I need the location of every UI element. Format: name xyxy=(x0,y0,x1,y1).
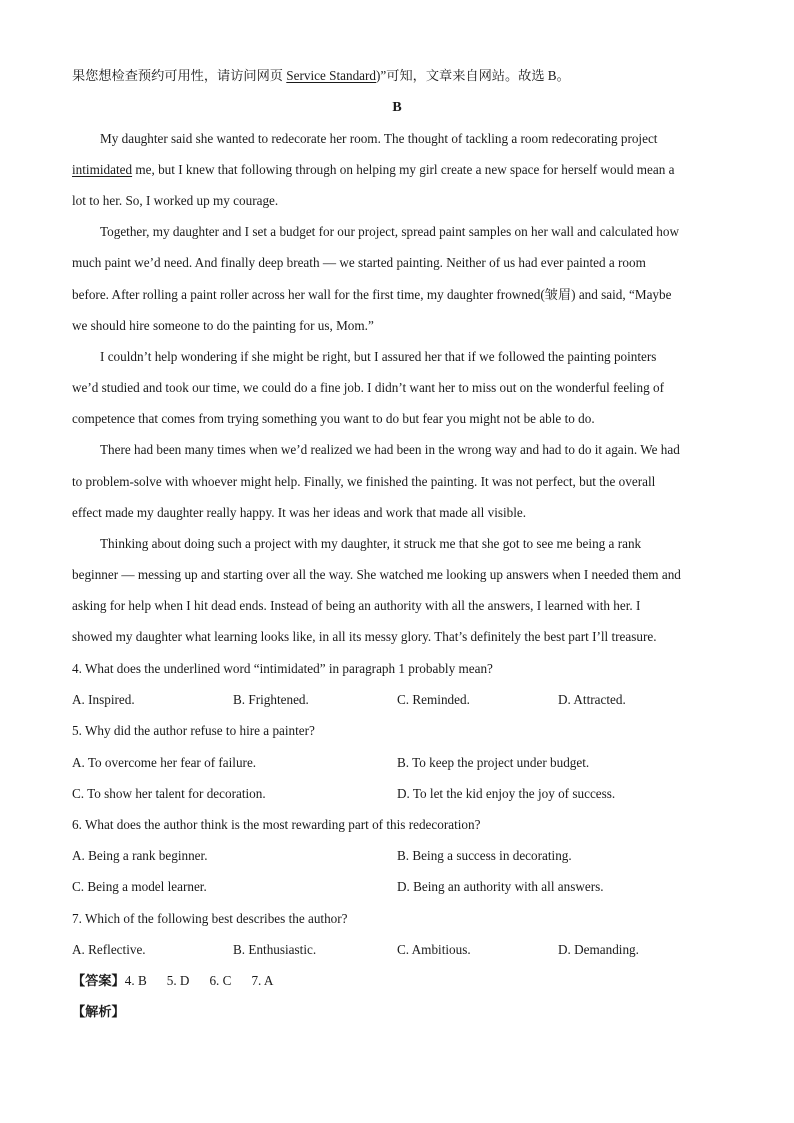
passage-line: Together, my daughter and I set a budget for our project, spread paint samples on her wall and calculated how xyxy=(100,224,679,239)
service-standard-link[interactable]: Service Standard xyxy=(286,68,377,83)
question-stem: 4. What does the underlined word “intimidated” in paragraph 1 probably mean? xyxy=(72,661,493,676)
top-note-after: )”可知，文章来自网站。故选 B。 xyxy=(376,68,570,83)
passage-line: we’d studied and took our time, we could do a fine job. I didn’t want her to miss out on the wonderful feeling of xyxy=(72,380,664,395)
passage-line: lot to her. So, I worked up my courage. xyxy=(72,193,279,208)
option-a[interactable]: A. To overcome her fear of failure. xyxy=(72,755,257,770)
option-d[interactable]: D. Being an authority with all answers. xyxy=(397,879,604,894)
option-c[interactable]: C. Ambitious. xyxy=(397,942,471,957)
question-stem: 5. Why did the author refuse to hire a painter? xyxy=(72,723,315,738)
option-c[interactable]: C. Being a model learner. xyxy=(72,879,207,894)
analysis-label: 【解析】 xyxy=(72,1004,125,1019)
passage-line: before. After rolling a paint roller across her wall for the first time, my daughter frowned(皱眉) and said, “Maybe xyxy=(72,287,672,302)
passage-line xyxy=(72,161,674,179)
option-b[interactable]: B. Enthusiastic. xyxy=(233,942,317,957)
passage-line: much paint we’d need. And finally deep breath — we started painting. Neither of us had ever painted a room xyxy=(72,255,646,270)
passage-line: beginner — messing up and starting over all the way. She watched me looking up answers when I needed them and xyxy=(72,567,681,582)
passage-line: competence that comes from trying something you want to do but fear you might not be able to do. xyxy=(72,411,595,426)
option-c[interactable]: C. Reminded. xyxy=(397,692,470,707)
passage-line: Thinking about doing such a project with my daughter, it struck me that she got to see me being a rank xyxy=(100,536,642,551)
option-b[interactable]: B. Frightened. xyxy=(233,692,309,707)
section-heading: B xyxy=(392,100,402,115)
passage-line: to problem-solve with whoever might help. Finally, we finished the painting. It was not perfect, but the overall xyxy=(72,474,656,489)
answer-item: 5. D xyxy=(166,973,190,988)
passage-line: showed my daughter what learning looks like, in all its messy glory. That’s definitely the best part I’ll treasure. xyxy=(72,629,657,644)
passage-line: we should hire someone to do the painting for us, Mom.” xyxy=(72,318,374,333)
option-d[interactable]: D. To let the kid enjoy the joy of success. xyxy=(397,786,616,801)
question-stem: 6. What does the author think is the most rewarding part of this redecoration? xyxy=(72,817,481,832)
passage-line: My daughter said she wanted to redecorate her room. The thought of tackling a room redecorating project xyxy=(100,131,658,146)
passage-line: I couldn’t help wondering if she might be right, but I assured her that if we followed the painting pointers xyxy=(100,349,657,364)
top-note xyxy=(72,67,570,85)
underlined-word: intimidated xyxy=(72,162,133,177)
answer-label: 【答案】 xyxy=(72,973,125,988)
answer-line xyxy=(72,972,273,990)
answer-item: 6. C xyxy=(209,973,232,988)
passage-line-rest: me, but I knew that following through on helping my girl create a new space for herself would mean a xyxy=(132,162,675,177)
answer-item: 4. B xyxy=(124,973,147,988)
option-d[interactable]: D. Attracted. xyxy=(558,692,626,707)
option-b[interactable]: B. Being a success in decorating. xyxy=(397,848,572,863)
option-c[interactable]: C. To show her talent for decoration. xyxy=(72,786,266,801)
top-note-before: 果您想检查预约可用性，请访问网页 xyxy=(72,68,287,83)
passage-line: There had been many times when we’d realized we had been in the wrong way and had to do it again. We had xyxy=(100,442,680,457)
option-b[interactable]: B. To keep the project under budget. xyxy=(397,755,590,770)
option-a[interactable]: A. Inspired. xyxy=(72,692,135,707)
option-a[interactable]: A. Reflective. xyxy=(72,942,146,957)
question-stem: 7. Which of the following best describes the author? xyxy=(72,911,348,926)
option-d[interactable]: D. Demanding. xyxy=(558,942,639,957)
passage-line: effect made my daughter really happy. It was her ideas and work that made all visible. xyxy=(72,505,527,520)
passage-line: asking for help when I hit dead ends. Instead of being an authority with all the answers, I learned with her. I xyxy=(72,598,641,613)
option-a[interactable]: A. Being a rank beginner. xyxy=(72,848,208,863)
answer-item: 7. A xyxy=(251,973,274,988)
